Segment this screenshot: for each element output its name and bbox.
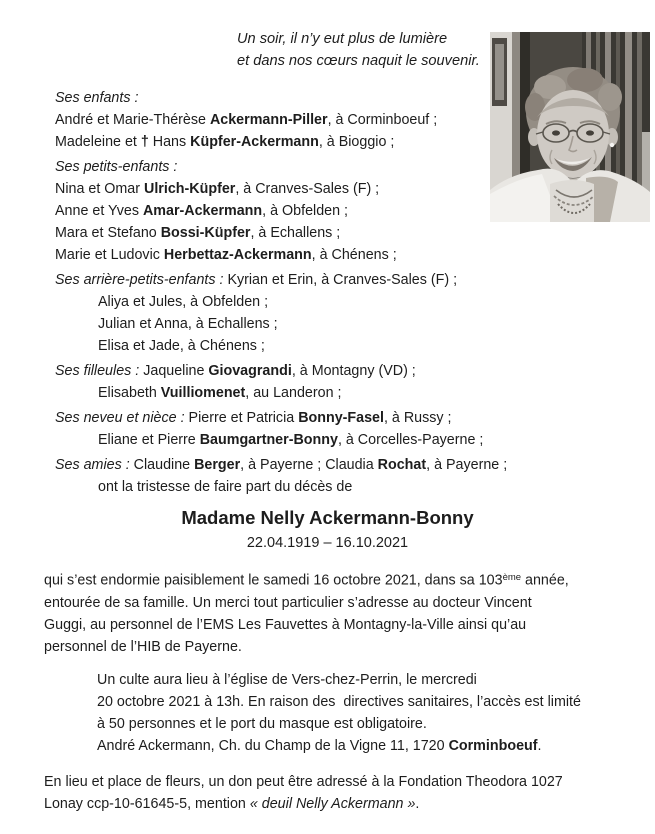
text-segment: Ses petits-enfants : [55,159,178,175]
deceased-header [0,506,655,554]
deceased-name: Madame Nelly Ackermann-Bonny [181,507,474,528]
text-line [55,269,507,291]
text-segment: Lonay ccp-10-61645-5, mention [44,796,250,812]
text-line [98,382,507,404]
text-segment: Ses neveu et nièce : [55,410,189,426]
text-segment: Baumgartner-Bonny [199,432,338,448]
portrait-photo [490,32,650,222]
family-group [55,360,507,404]
text-segment: Berger [194,457,241,473]
text-segment: Bonny-Fasel [298,410,384,426]
text-segment: Anne et Yves [55,203,143,219]
text-segment: Elisa et Jade, à Chénens ; [98,338,265,354]
memorial-quote [237,29,480,72]
text-segment: qui s’est endormie paisiblement le samedi 16 octobre 2021, dans sa 103 [44,572,503,589]
text-line [44,614,569,636]
quote-line-1: Un soir, il n’y eut plus de lumière [237,31,448,47]
text-segment: , à Obfelden ; [262,203,348,219]
text-line [44,636,569,658]
text-segment: Amar-Ackermann [142,203,263,219]
text-segment: Claudine [133,457,195,473]
text-segment: Eliane et Pierre [98,432,200,448]
text-segment: . [415,796,420,812]
text-segment: personnel de l’HIB de Payerne. [44,638,242,655]
text-segment: Herbettaz-Ackermann [163,247,312,263]
text-line [97,669,581,691]
text-segment: Marie et Ludovic [55,247,164,263]
text-line [55,109,507,131]
text-segment: Madeleine et [55,134,141,150]
text-segment: entourée de sa famille. Un merci tout particulier s’adresse au docteur Vincent [44,594,532,611]
family-group [55,156,507,266]
text-line [55,131,507,153]
text-segment: Bossi-Küpfer [160,225,251,241]
text-segment: Ses amies : [55,457,134,473]
text-segment: à 50 personnes et le port du masque est obligatoire. [97,716,427,732]
donation-paragraph [44,771,563,815]
text-segment: ème [502,572,522,583]
text-segment: , à Bioggio ; [318,134,395,150]
text-line [98,335,507,357]
text-segment: Kyrian et Erin, à Cranves-Sales (F) ; [227,272,458,288]
text-line [97,691,581,713]
family-group [55,269,507,357]
text-line [55,87,507,109]
text-line [55,454,507,476]
family-group [55,87,507,153]
text-segment: 20 octobre 2021 à 13h. En raison des directives sanitaires, l’accès est limité [97,694,581,710]
text-segment: Hans [152,134,191,150]
text-segment: ont la tristesse de faire part du décès de [98,479,353,495]
text-line [97,735,581,757]
text-line [55,200,507,222]
text-line [55,407,507,429]
text-segment: Corminboeuf [448,738,538,754]
text-segment: Giovagrandi [208,363,292,379]
text-line [55,156,507,178]
text-segment: Nina et Omar [55,181,144,197]
text-segment: Ses enfants : [55,90,139,106]
family-group [55,454,507,498]
text-segment: , à Chénens ; [311,247,397,263]
family-group [55,407,507,451]
text-segment: , à Cranves-Sales (F) ; [235,181,380,197]
service-paragraph [97,669,581,757]
text-segment: , à Payerne ; Claudia [240,457,378,473]
text-segment: Jaqueline [143,363,209,379]
death-paragraph [44,567,569,658]
text-segment: , à Echallens ; [250,225,341,241]
text-segment: Mara et Stefano [55,225,161,241]
text-line [97,713,581,735]
text-segment: , à Montagny (VD) ; [291,363,416,379]
quote-line-2: et dans nos cœurs naquit le souvenir. [237,52,480,69]
text-line [44,771,563,793]
text-line [98,291,507,313]
text-segment: Un culte aura lieu à l’église de Vers-chez-Perrin, le mercredi [97,672,477,688]
text-line [98,429,507,451]
text-line [44,793,563,815]
text-segment: Ses arrière-petits-enfants : [55,272,228,288]
text-line [98,313,507,335]
text-segment: , à Corminboeuf ; [327,112,438,128]
text-segment: † [140,134,153,150]
text-segment: Rochat [377,457,427,473]
text-line [55,178,507,200]
deceased-dates: 22.04.1919 – 16.10.2021 [246,535,409,551]
text-segment: Elisabeth [98,385,161,401]
text-line [44,567,569,592]
text-segment: Julian et Anna, à Echallens ; [98,316,278,332]
text-segment: Küpfer-Ackermann [190,134,319,150]
text-segment: année, [521,572,569,589]
text-segment: , à Payerne ; [426,457,508,473]
text-segment: En lieu et place de fleurs, un don peut être adressé à la Fondation Theodora 1027 [44,774,563,790]
text-segment: Pierre et Patricia [188,410,299,426]
text-segment: , à Corcelles-Payerne ; [337,432,484,448]
text-segment: Guggi, au personnel de l’EMS Les Fauvettes à Montagny-la-Ville ainsi qu’au [44,616,527,633]
text-segment: Aliya et Jules, à Obfelden ; [98,294,269,310]
text-line [55,360,507,382]
text-segment: « deuil Nelly Ackermann » [249,796,416,812]
text-segment: André Ackermann, Ch. du Champ de la Vigne 11, 1720 [97,738,449,754]
text-segment: , à Russy ; [383,410,452,426]
text-line [55,222,507,244]
text-line [44,592,569,614]
text-segment: , au Landeron ; [245,385,342,401]
text-segment: . [537,738,542,754]
family-list [55,87,507,498]
text-segment: Ulrich-Küpfer [144,181,236,197]
text-segment: Ackermann-Piller [209,112,328,128]
text-segment: Ses filleules : [55,363,144,379]
text-line [98,476,507,498]
text-segment: André et Marie-Thérèse [55,112,210,128]
portrait-photo-image [490,32,650,222]
text-segment: Vuilliomenet [160,385,246,401]
text-line [55,244,507,266]
